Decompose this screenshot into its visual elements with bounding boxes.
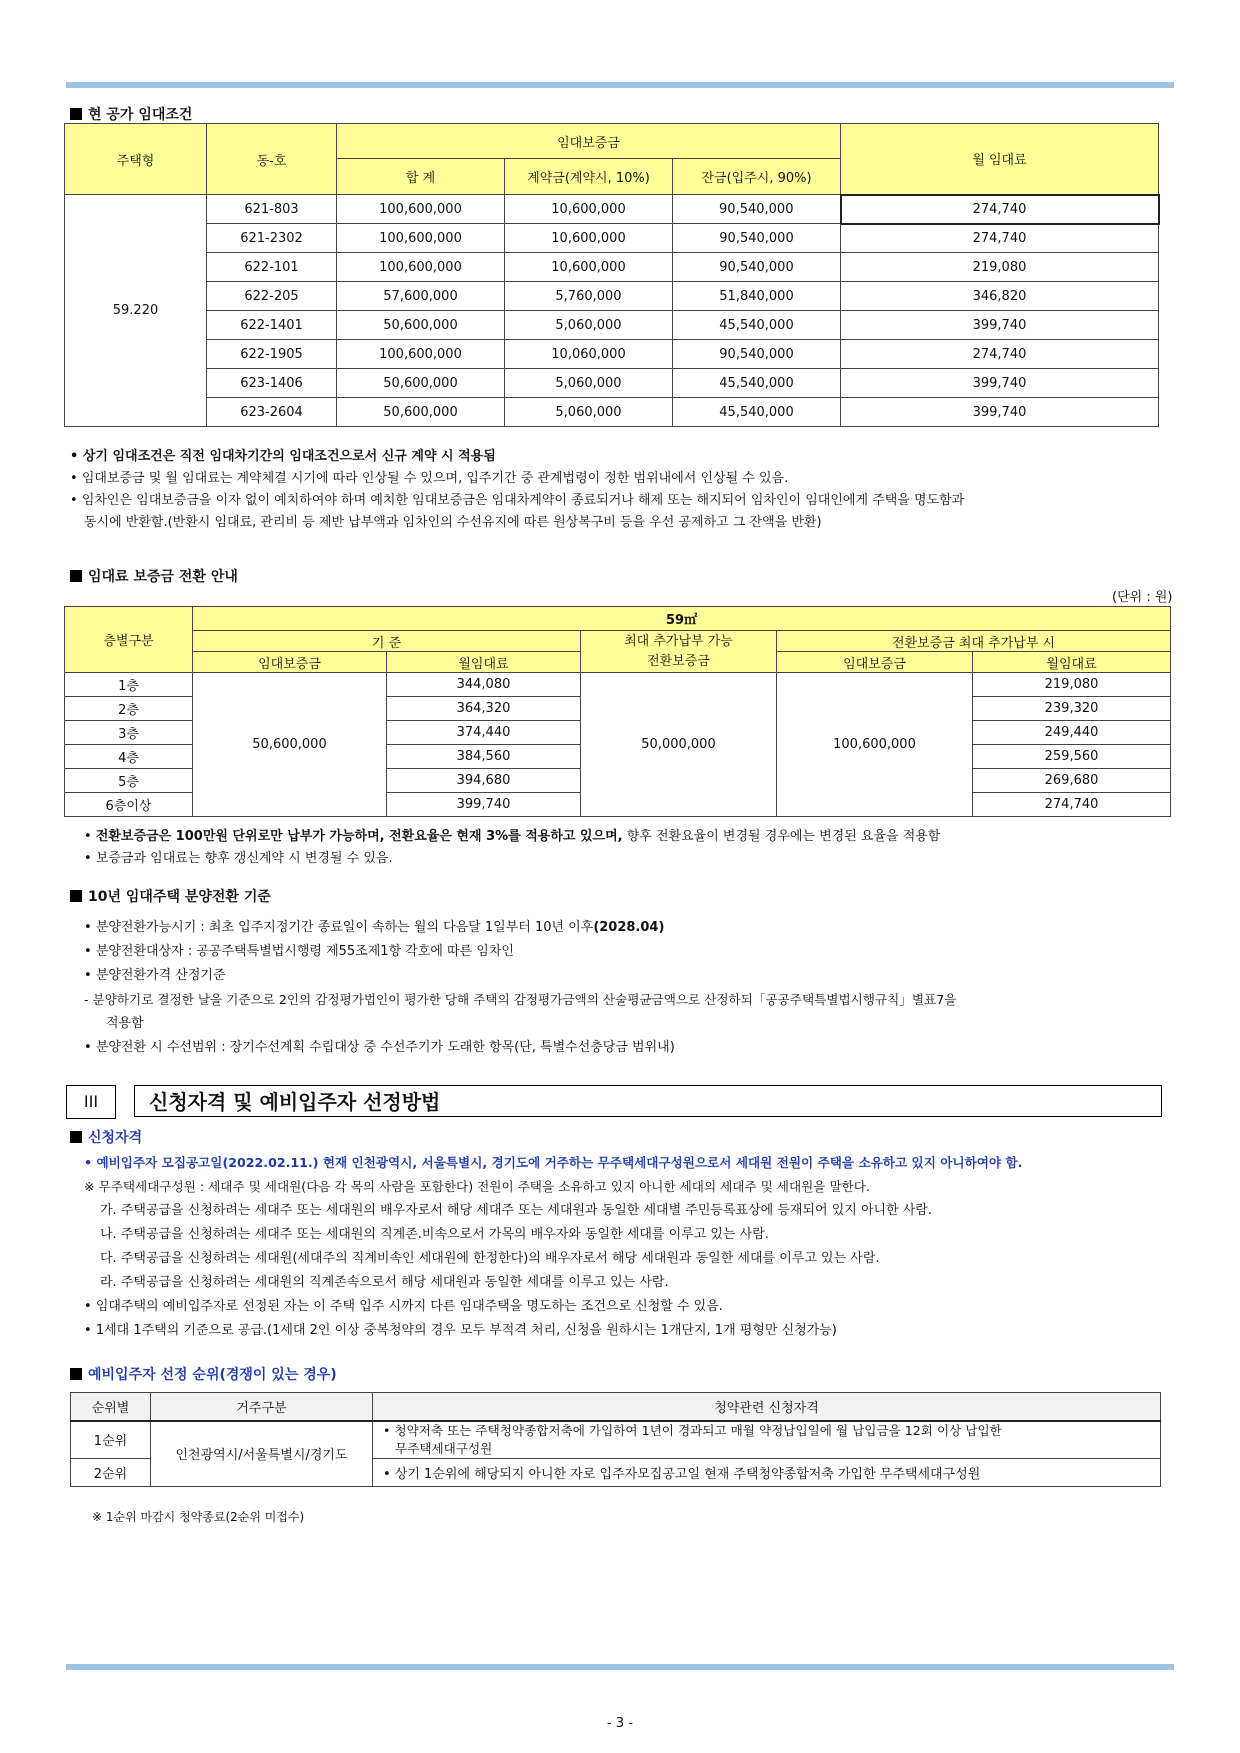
- table-row-unit: 622-1905: [207, 340, 337, 369]
- top-divider-bar: [66, 82, 1174, 88]
- table-cell: 45,540,000: [673, 369, 841, 398]
- header-after-deposit: 임대보증금: [777, 652, 973, 673]
- rent-note-2: • 임대보증금 및 월 임대료는 계약체결 시기에 따라 인상될 수 있으며, 입주기간 중 관계법령이 정한 범위내에서 인상될 수 있음.: [70, 471, 789, 486]
- header-total: 합 계: [337, 159, 505, 195]
- table-cell: 399,740: [841, 369, 1159, 398]
- eligibility-title: 신청자격: [70, 1127, 142, 1147]
- header-after: 전환보증금 최대 추가납부 시: [777, 631, 1171, 652]
- header-base-monthly: 월임대료: [387, 652, 581, 673]
- sale-note-4: • 분양전환 시 수선범위 : 장기수선계획 수립대상 중 수선주기가 도래한 항목(단, 특별수선충당금 범위내): [84, 1040, 675, 1055]
- header-after-monthly: 월임대료: [973, 652, 1171, 673]
- sale-note-2: • 분양전환대상자 : 공공주택특별법시행령 제55조제1항 각호에 따른 임차인: [84, 944, 514, 959]
- table-cell: 10,600,000: [505, 224, 673, 253]
- header-floor: 층별구분: [65, 607, 193, 673]
- table-cell: 100,600,000: [337, 340, 505, 369]
- table-row-unit: 622-205: [207, 282, 337, 311]
- rank-1-cell: 1순위: [71, 1421, 151, 1459]
- header-base-deposit: 임대보증금: [193, 652, 387, 673]
- table-cell: 10,060,000: [505, 340, 673, 369]
- unit-label: (단위 : 원): [1112, 590, 1173, 605]
- eligibility-da: 다. 주택공급을 신청하려는 세대원(세대주의 직계비속인 세대원에 한정한다)의 배우자로서 해당 세대원과 동일한 세대를 이루고 있는 사람.: [100, 1251, 880, 1266]
- table-cell: 219,080: [973, 673, 1171, 697]
- ranking-footnote: ※ 1순위 마감시 청약종료(2순위 미접수): [92, 1510, 305, 1524]
- rent-conditions-title: 현 공가 임대조건: [70, 104, 192, 124]
- header-max-add: 최대 추가납부 가능 전환보증금: [581, 631, 777, 673]
- sale-note-3a: - 분양하기로 결정한 날을 기준으로 2인의 감정평가법인이 평가한 당해 주택의 감정평가금액의 산술평균금액으로 산정하되「공공주택특별법시행규칙」별표7을: [84, 992, 957, 1007]
- table-cell: 50,600,000: [337, 398, 505, 427]
- table-cell: 50,600,000: [337, 311, 505, 340]
- floor-cell: 3층: [65, 721, 193, 745]
- table-cell: 5,060,000: [505, 398, 673, 427]
- table-cell: 219,080: [841, 253, 1159, 282]
- bottom-divider-bar: [66, 1664, 1174, 1670]
- rent-note-3: • 임차인은 임대보증금을 이자 없이 예치하여야 하며 예치한 임대보증금은 임대차계약이 종료되거나 해제 또는 해지되어 임차인이 임대인에게 주택을 명도함과: [70, 493, 965, 508]
- table-cell: 45,540,000: [673, 398, 841, 427]
- floor-cell: 5층: [65, 769, 193, 793]
- table-cell: 374,440: [387, 721, 581, 745]
- square-bullet-icon: [70, 570, 82, 582]
- table-cell: 90,540,000: [673, 195, 841, 224]
- table-cell: 399,740: [841, 311, 1159, 340]
- table-row-unit: 621-2302: [207, 224, 337, 253]
- section-3-header: [66, 1085, 1164, 1119]
- table-cell: 5,060,000: [505, 311, 673, 340]
- square-bullet-icon: [70, 890, 82, 902]
- header-monthly: 월 임대료: [841, 124, 1159, 195]
- table-cell: 274,740: [841, 195, 1159, 224]
- sale-notes: [84, 916, 1194, 1060]
- rent-notes: [70, 446, 1180, 534]
- table-cell: 51,840,000: [673, 282, 841, 311]
- table-cell: 90,540,000: [673, 340, 841, 369]
- header-rank: 순위별: [71, 1393, 151, 1421]
- base-deposit-cell: 50,600,000: [193, 673, 387, 817]
- table-cell: 346,820: [841, 282, 1159, 311]
- table-cell: 269,680: [973, 769, 1171, 793]
- header-contract: 계약금(계약시, 10%): [505, 159, 673, 195]
- table-cell: 100,600,000: [337, 195, 505, 224]
- table-cell: 90,540,000: [673, 253, 841, 282]
- table-cell: 100,600,000: [337, 224, 505, 253]
- square-bullet-icon: [70, 108, 82, 120]
- square-bullet-icon: [70, 1368, 82, 1380]
- header-deposit: 임대보증금: [337, 124, 841, 159]
- conversion-notes: [84, 826, 1194, 870]
- rent-note-1: • 상기 임대조건은 직전 임대차기간의 임대조건으로서 신규 계약 시 적용됨: [70, 449, 496, 464]
- section-3-title: 신청자격 및 예비입주자 선정방법: [134, 1085, 1162, 1117]
- square-bullet-icon: [70, 1131, 82, 1143]
- table-cell: 274,740: [973, 793, 1171, 817]
- table-cell: 394,680: [387, 769, 581, 793]
- table-cell: 100,600,000: [337, 253, 505, 282]
- table-row-unit: 623-2604: [207, 398, 337, 427]
- rank-2-cell: 2순위: [71, 1459, 151, 1487]
- conversion-title: 임대료 보증금 전환 안내: [70, 566, 238, 586]
- sale-note-1: • 분양전환가능시기 : 최초 입주지정기간 종료일이 속하는 월의 다음달 1일부터 10년 이후(2028.04): [84, 920, 665, 935]
- page-number: - 3 -: [607, 1716, 633, 1731]
- table-cell: 90,540,000: [673, 224, 841, 253]
- after-deposit-cell: 100,600,000: [777, 673, 973, 817]
- rank-2-qualification: • 상기 1순위에 해당되지 아니한 자로 입주자모집공고일 현재 주택청약종합저축 가입한 무주택세대구성원: [373, 1459, 1161, 1487]
- rent-conditions-table: [64, 123, 1160, 427]
- header-qualification: 청약관련 신청자격: [373, 1393, 1161, 1421]
- conversion-note-1: • 전환보증금은 100만원 단위로만 납부가 가능하며, 전환요율은 현재 3%를 적용하고 있으며, 향후 전환요율이 변경될 경우에는 변경된 요율을 적용함: [84, 829, 941, 844]
- conversion-deposit-cell: 50,000,000: [581, 673, 777, 817]
- header-balance: 잔금(입주시, 90%): [673, 159, 841, 195]
- header-area: 59㎡: [193, 607, 1171, 631]
- eligibility-ga: 가. 주택공급을 신청하려는 세대주 또는 세대원의 배우자로서 해당 세대주 또는 세대원과 동일한 세대별 주민등록표상에 등재되어 있지 아니한 사람.: [100, 1203, 932, 1218]
- eligibility-notes: [84, 1151, 1194, 1343]
- table-cell: 344,080: [387, 673, 581, 697]
- floor-cell: 1층: [65, 673, 193, 697]
- table-cell: 5,060,000: [505, 369, 673, 398]
- table-cell: 239,320: [973, 697, 1171, 721]
- header-unit: 동-호: [207, 124, 337, 195]
- floor-cell: 4층: [65, 745, 193, 769]
- rent-note-3-cont: 동시에 반환함.(반환시 임대료, 관리비 등 제반 납부액과 임차인의 수선유지에 따른 원상복구비 등을 우선 공제하고 그 잔액을 반환): [84, 515, 822, 530]
- table-cell: 399,740: [841, 398, 1159, 427]
- table-cell: 5,760,000: [505, 282, 673, 311]
- table-row-unit: 623-1406: [207, 369, 337, 398]
- table-row-unit: 622-1401: [207, 311, 337, 340]
- eligibility-na: 나. 주택공급을 신청하려는 세대주 또는 세대원의 직계존.비속으로서 가목의 배우자와 동일한 세대를 이루고 있는 사람.: [100, 1227, 769, 1242]
- floor-cell: 6층이상: [65, 793, 193, 817]
- conversion-table: [64, 606, 1171, 817]
- header-residence: 거주구분: [151, 1393, 373, 1421]
- section-3-number: III: [66, 1085, 116, 1119]
- conversion-note-2: • 보증금과 임대료는 향후 갱신계약 시 변경될 수 있음.: [84, 851, 393, 866]
- residence-cell: 인천광역시/서울특별시/경기도: [151, 1421, 373, 1487]
- table-cell: 364,320: [387, 697, 581, 721]
- table-row-unit: 621-803: [207, 195, 337, 224]
- table-row-unit: 622-101: [207, 253, 337, 282]
- eligibility-main: • 예비입주자 모집공고일(2022.02.11.) 현재 인천광역시, 서울특별시, 경기도에 거주하는 무주택세대구성원으로서 세대원 전원이 주택을 소유하고 있지 아니하여야 함.: [84, 1155, 1023, 1170]
- table-cell: 10,600,000: [505, 253, 673, 282]
- floor-cell: 2층: [65, 697, 193, 721]
- table-cell: 399,740: [387, 793, 581, 817]
- header-type: 주택형: [65, 124, 207, 195]
- eligibility-note-2: • 임대주택의 예비입주자로 선정된 자는 이 주택 입주 시까지 다른 임대주택을 명도하는 조건으로 신청할 수 있음.: [84, 1299, 723, 1314]
- table-cell: 384,560: [387, 745, 581, 769]
- rank-1-qualification: • 청약저축 또는 주택청약종합저축에 가입하여 1년이 경과되고 매월 약정납입일에 월 납입금을 12회 이상 납입한 무주택세대구성원: [373, 1421, 1161, 1459]
- table-cell: 57,600,000: [337, 282, 505, 311]
- table-cell: 249,440: [973, 721, 1171, 745]
- table-cell: 45,540,000: [673, 311, 841, 340]
- sale-note-3: • 분양전환가격 산정기준: [84, 968, 226, 983]
- header-base: 기 준: [193, 631, 581, 652]
- table-cell: 274,740: [841, 340, 1159, 369]
- type-cell: 59.220: [65, 195, 207, 427]
- eligibility-note-3: • 1세대 1주택의 기준으로 공급.(1세대 2인 이상 중복청약의 경우 모두 부적격 처리, 신청을 원하시는 1개단지, 1개 평형만 신청가능): [84, 1323, 837, 1338]
- eligibility-def: ※ 무주택세대구성원 : 세대주 및 세대원(다음 각 목의 사람을 포함한다) 전원이 주택을 소유하고 있지 아니한 세대의 세대주 및 세대원을 말한다.: [84, 1179, 870, 1194]
- table-cell: 50,600,000: [337, 369, 505, 398]
- ranking-table: [70, 1392, 1161, 1487]
- sale-note-3b: 적용함: [106, 1016, 144, 1031]
- ranking-title: 예비입주자 선정 순위(경쟁이 있는 경우): [70, 1364, 337, 1384]
- eligibility-ra: 라. 주택공급을 신청하려는 세대원의 직계존속으로서 해당 세대원과 동일한 세대를 이루고 있는 사람.: [100, 1275, 669, 1290]
- table-cell: 259,560: [973, 745, 1171, 769]
- sale-title: 10년 임대주택 분양전환 기준: [70, 886, 271, 906]
- table-cell: 10,600,000: [505, 195, 673, 224]
- table-cell: 274,740: [841, 224, 1159, 253]
